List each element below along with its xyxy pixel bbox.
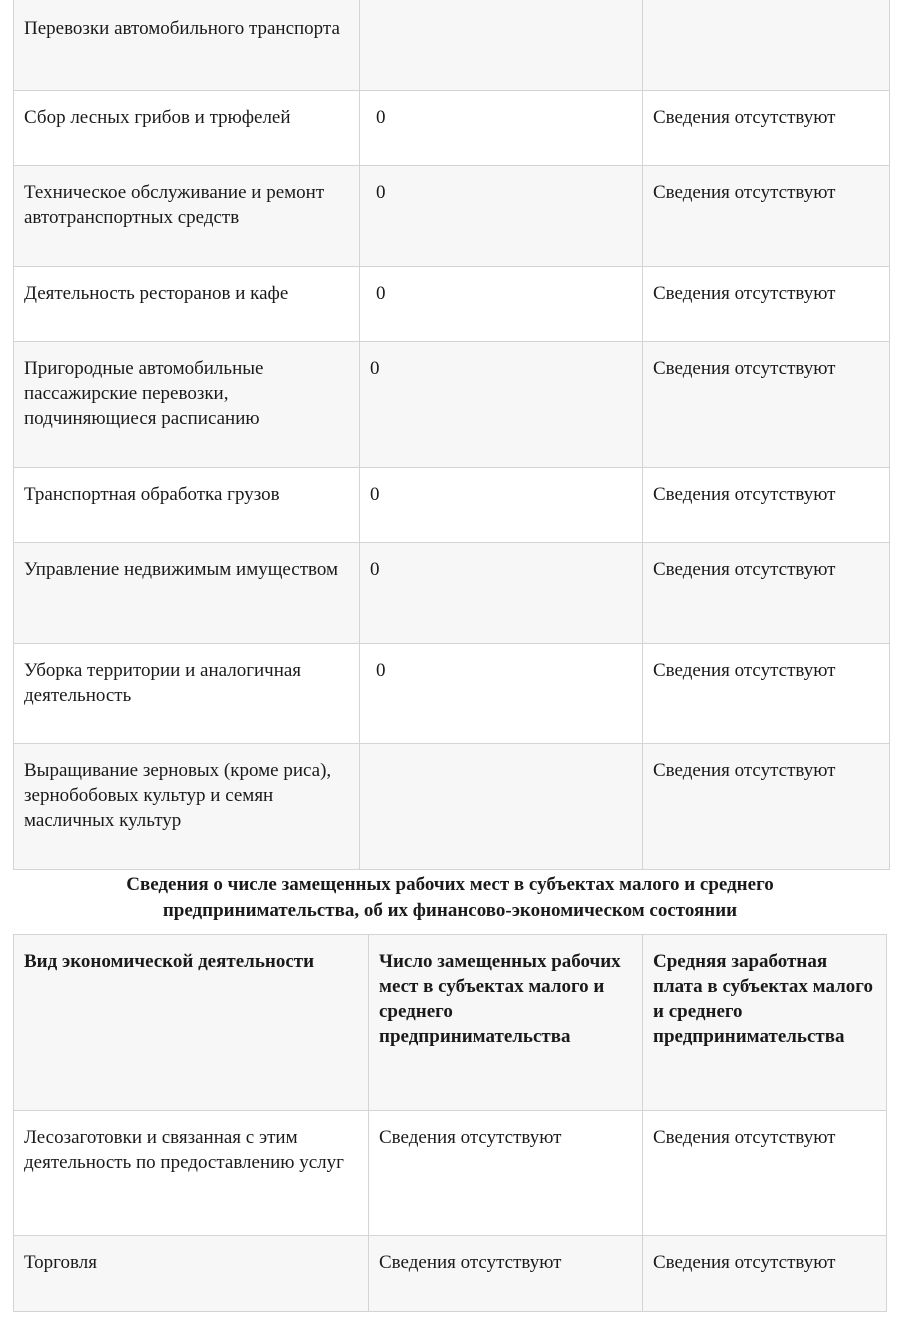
activity-cell: Выращивание зерновых (кроме риса), зернобобовых культур и семян масличных культур	[14, 744, 360, 870]
table-row	[14, 1236, 887, 1312]
activity-cell: Уборка территории и аналогичная деятельность	[14, 644, 360, 744]
activity-cell: Пригородные автомобильные пассажирские перевозки, подчиняющиеся расписанию	[14, 342, 360, 468]
value-cell: 0	[360, 342, 643, 468]
section-heading-line-2: предпринимательства, об их финансово-экономическом состоянии	[162, 900, 738, 921]
value-cell	[360, 744, 643, 870]
jobs-cell: Сведения отсутствуют	[369, 1111, 643, 1236]
activity-cell: Перевозки автомобильного транспорта	[14, 0, 360, 91]
value-cell: 0	[360, 166, 643, 267]
info-cell: Сведения отсутствуют	[643, 644, 890, 744]
header-salary: Средняя заработная плата в субъектах малого и среднего предпринимательства	[643, 935, 887, 1111]
info-cell: Сведения отсутствуют	[643, 342, 890, 468]
value-cell	[360, 0, 643, 91]
jobs-cell: Сведения отсутствуют	[369, 1236, 643, 1312]
header-activity: Вид экономической деятельности	[14, 935, 369, 1111]
table-row	[14, 644, 890, 744]
value-cell: 0	[360, 267, 643, 342]
table-row	[14, 744, 890, 870]
activity-cell: Лесозаготовки и связанная с этим деятельность по предоставлению услуг	[14, 1111, 369, 1236]
sme-jobs-table	[13, 934, 887, 1312]
info-cell: Сведения отсутствуют	[643, 744, 890, 870]
table-row	[14, 342, 890, 468]
value-cell: 0	[360, 644, 643, 744]
info-cell: Сведения отсутствуют	[643, 91, 890, 166]
activity-cell: Торговля	[14, 1236, 369, 1312]
activity-cell: Сбор лесных грибов и трюфелей	[14, 91, 360, 166]
table-row	[14, 0, 890, 91]
info-cell: Сведения отсутствуют	[643, 267, 890, 342]
table-row	[14, 468, 890, 543]
section-heading	[0, 872, 900, 924]
value-cell: 0	[360, 468, 643, 543]
header-jobs: Число замещенных рабочих мест в субъектах малого и среднего предпринимательства	[369, 935, 643, 1111]
info-cell	[643, 0, 890, 91]
salary-cell: Сведения отсутствуют	[643, 1236, 887, 1312]
activity-cell: Техническое обслуживание и ремонт автотранспортных средств	[14, 166, 360, 267]
table-row	[14, 543, 890, 644]
info-cell: Сведения отсутствуют	[643, 543, 890, 644]
info-cell: Сведения отсутствуют	[643, 468, 890, 543]
activity-table	[13, 0, 890, 870]
activity-cell: Транспортная обработка грузов	[14, 468, 360, 543]
activity-cell: Управление недвижимым имуществом	[14, 543, 360, 644]
table-row	[14, 166, 890, 267]
table-row	[14, 91, 890, 166]
salary-cell: Сведения отсутствуют	[643, 1111, 887, 1236]
value-cell: 0	[360, 91, 643, 166]
table-row	[14, 267, 890, 342]
section-heading-line-1: Сведения о числе замещенных рабочих мест в субъектах малого и среднего	[126, 874, 774, 895]
info-cell: Сведения отсутствуют	[643, 166, 890, 267]
table-header-row	[14, 935, 887, 1111]
value-cell: 0	[360, 543, 643, 644]
activity-cell: Деятельность ресторанов и кафе	[14, 267, 360, 342]
table-row	[14, 1111, 887, 1236]
